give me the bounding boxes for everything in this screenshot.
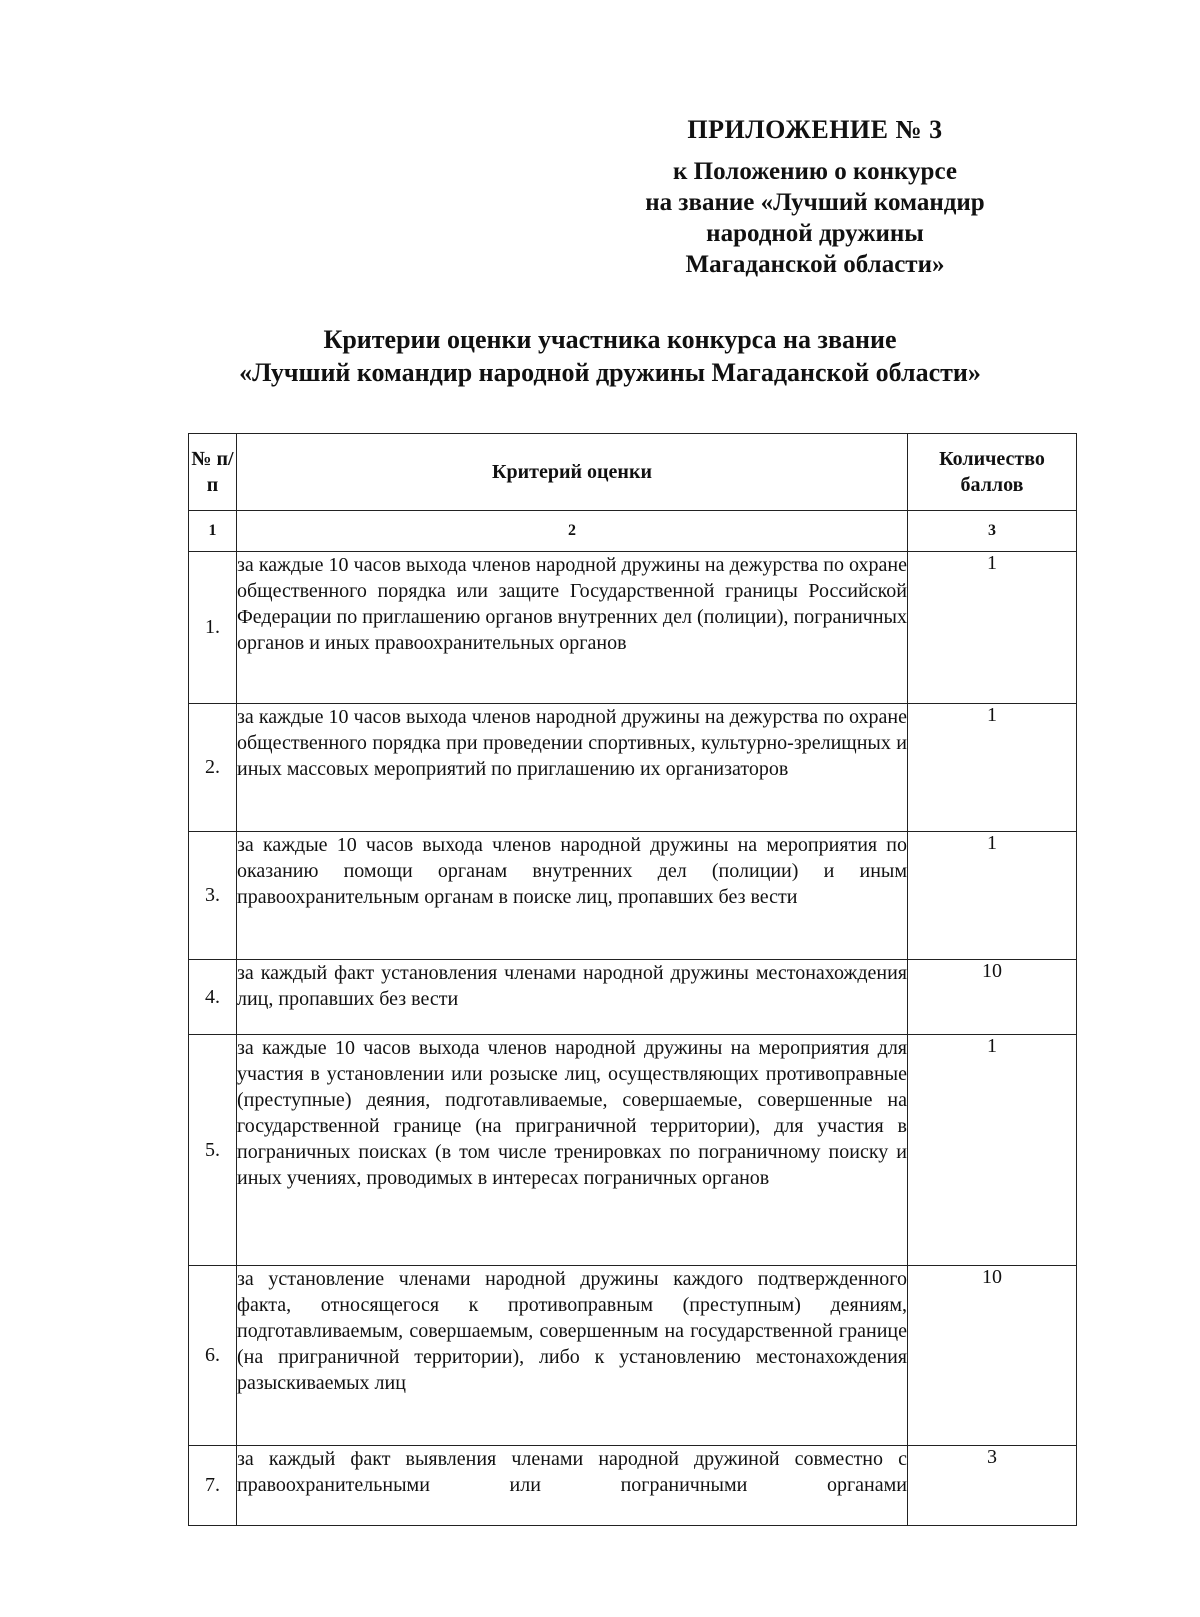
appendix-line: к Положению о конкурсе <box>673 158 957 185</box>
row-criterion: за каждый факт выявления членами народной дружиной совместно с правоохранительными или пограничными органами <box>237 1446 908 1526</box>
table-row <box>189 1035 1077 1266</box>
row-score: 1 <box>908 1035 1077 1266</box>
document-title-line: Критерии оценки участника конкурса на звание <box>323 325 897 354</box>
row-criterion: за каждые 10 часов выхода членов народной дружины на дежурства по охране общественного порядка или защите Государственной границы Российской Федерации по приглашению органов внутренних дел (полиции), пограничных органов и иных правоохранительных органов <box>237 552 908 704</box>
table-row <box>189 704 1077 832</box>
table-row <box>189 1446 1077 1526</box>
row-number: 5. <box>189 1035 237 1266</box>
document-title-line: «Лучший командир народной дружины Магаданской области» <box>239 358 981 387</box>
row-number: 1. <box>189 552 237 704</box>
row-criterion: за каждые 10 часов выхода членов народной дружины на дежурства по охране общественного порядка при проведении спортивных, культурно-зрелищных и иных массовых мероприятий по приглашению их организаторов <box>237 704 908 832</box>
row-score: 10 <box>908 1266 1077 1446</box>
row-score: 1 <box>908 704 1077 832</box>
column-number: 1 <box>189 511 237 552</box>
header-score: Количество баллов <box>908 434 1077 511</box>
table-row <box>189 552 1077 704</box>
table-header-row <box>189 434 1077 511</box>
row-number: 4. <box>189 960 237 1035</box>
header-criterion: Критерий оценки <box>237 434 908 511</box>
appendix-line: Магаданской области» <box>685 251 945 278</box>
appendix-title: ПРИЛОЖЕНИЕ № 3 <box>687 115 943 144</box>
row-criterion: за каждый факт установления членами народной дружины местонахождения лиц, пропавших без вести <box>237 960 908 1035</box>
row-score: 3 <box>908 1446 1077 1526</box>
criteria-table <box>188 433 1077 1526</box>
table-row <box>189 1266 1077 1446</box>
appendix-line: народной дружины <box>706 220 924 247</box>
column-number: 2 <box>237 511 908 552</box>
row-number: 6. <box>189 1266 237 1446</box>
document-title <box>150 323 1070 389</box>
appendix-line: на звание «Лучший командир <box>645 189 985 216</box>
header-number: № п/п <box>189 434 237 511</box>
table-row <box>189 960 1077 1035</box>
row-criterion: за каждые 10 часов выхода членов народной дружины на мероприятия для участия в установлении или розыске лиц, осуществляющих противоправные (преступные) деяния, подготавливаемые, совершаемые, совершенные на государственной границе (на приграничной территории), для участия в пограничных поисках (в том числе тренировках по пограничному поиску и иных учениях, проводимых в интересах пограничных органов <box>237 1035 908 1266</box>
row-criterion: за каждые 10 часов выхода членов народной дружины на мероприятия по оказанию помощи органам внутренних дел (полиции) и иным правоохранительным органам в поиске лиц, пропавших без вести <box>237 832 908 960</box>
column-numbers-row <box>189 511 1077 552</box>
row-score: 1 <box>908 832 1077 960</box>
row-number: 7. <box>189 1446 237 1526</box>
table-row <box>189 832 1077 960</box>
row-score: 10 <box>908 960 1077 1035</box>
column-number: 3 <box>908 511 1077 552</box>
row-criterion: за установление членами народной дружины каждого подтвержденного факта, относящегося к противоправным (преступным) деяниям, подготавливаемым, совершаемым, совершенным на государственной границе (на приграничной территории), либо к установлению местонахождения разыскиваемых лиц <box>237 1266 908 1446</box>
appendix-header <box>580 112 1050 280</box>
row-number: 2. <box>189 704 237 832</box>
row-score: 1 <box>908 552 1077 704</box>
row-number: 3. <box>189 832 237 960</box>
